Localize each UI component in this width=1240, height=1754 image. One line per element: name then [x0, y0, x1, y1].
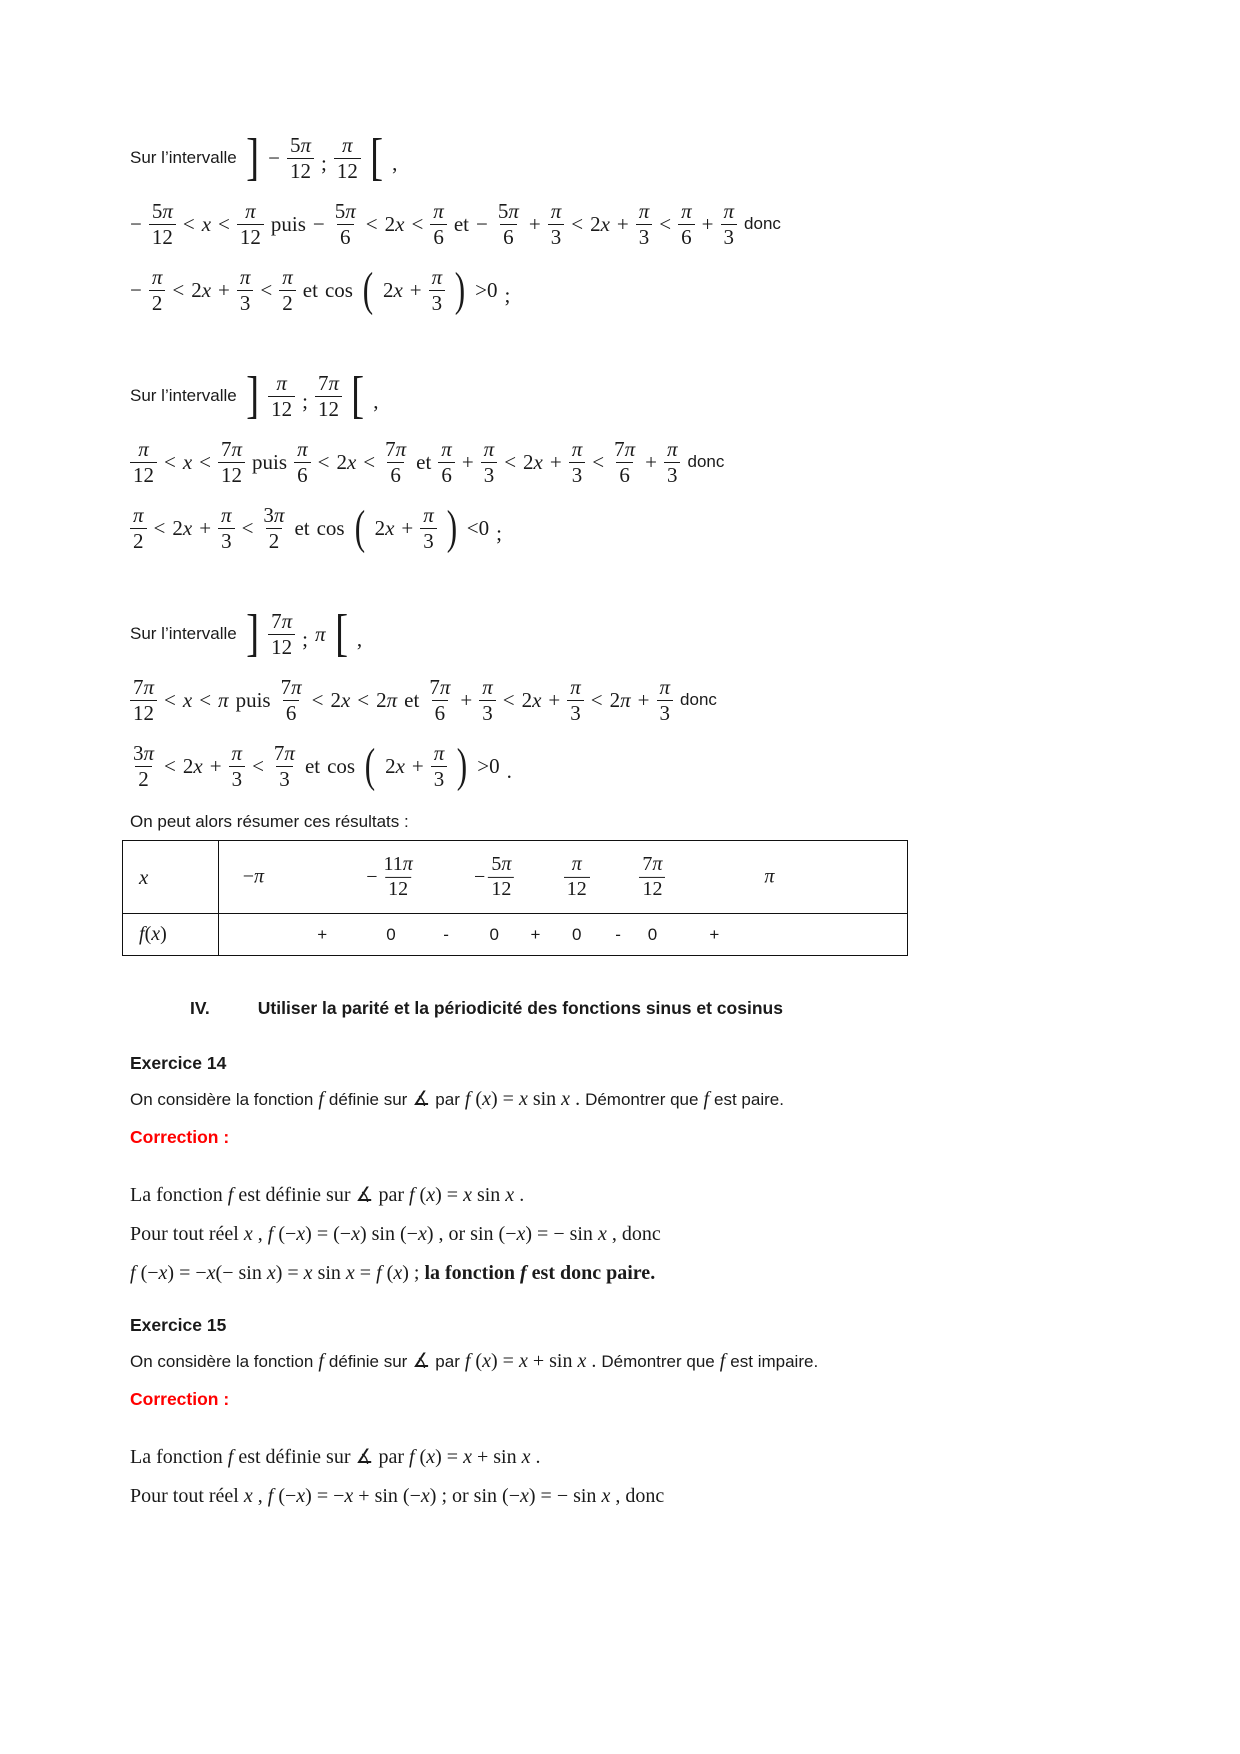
sign-cell: -: [443, 924, 449, 944]
sign-cell: +: [530, 924, 541, 944]
exercise-15-statement: On considère la fonction f définie sur ∡ par f ( x ) = x + sin x . Démontrer que f est impaire.: [130, 1350, 819, 1372]
interval-1-inequality: − $\frac{5\pi}{12}$ < x < $\frac{\pi}{12}$ puis − $\frac{5\pi}{6}$ < 2 x < $\frac{\pi}{6}$ et − $\frac{5\pi}{6}$ + $\frac{\pi}{3}$ < 2 x + $\frac{\pi}{3}$ < $\frac{\pi}{6}$ + $\frac{\pi}{3}$ donc: [130, 198, 781, 249]
exercise-14: [130, 1053, 1160, 1285]
exercise-15: [130, 1315, 1160, 1508]
sign-cell: +: [709, 924, 720, 944]
exercise-14-title: Exercice 14: [130, 1053, 227, 1073]
table-value: π: [764, 865, 775, 888]
table-value: $\frac{7\pi}{12}$: [639, 853, 665, 901]
sign-cell: 0: [647, 924, 658, 944]
section-heading: [190, 998, 1160, 1019]
exercise-14-statement: On considère la fonction f définie sur ∡ par f ( x ) = x sin x . Démontrer que f est paire.: [130, 1088, 784, 1110]
sign-table-signs: [219, 914, 907, 955]
sign-cell: 0: [386, 924, 396, 944]
table-value: − $\frac{5\pi}{12}$: [474, 853, 514, 901]
sign-cell: +: [317, 924, 328, 944]
table-value: − $\frac{11\pi}{12}$: [366, 852, 413, 900]
interval-3-title: Sur l’intervalle ] $\frac{7\pi}{12}$ ; π [ ,: [130, 605, 363, 663]
sign-table-header-values: [219, 841, 907, 913]
interval-block-1: [130, 128, 1160, 320]
table-value: − π: [242, 865, 265, 888]
interval-2-conclusion: $\frac{\pi}{2}$ < 2 x + $\frac{\pi}{3}$ < $\frac{3\pi}{2}$ et cos ( 2 x + $\frac{\pi}{3}$ ) < 0 ;: [130, 498, 1160, 558]
sign-table-sign-row: [123, 913, 907, 955]
interval-2-inequality: $\frac{\pi}{12}$ < x < $\frac{7\pi}{12}$ puis $\frac{\pi}{6}$ < 2 x < $\frac{7\pi}{6}$ et $\frac{\pi}{6}$ + $\frac{\pi}{3}$ < 2 x + $\frac{\pi}{3}$ < $\frac{7\pi}{6}$ + $\frac{\pi}{3}$ donc: [130, 432, 1160, 492]
exercise-14-correction-line: f ( − x ) = − x ( − sin x ) = x sin x = f ( x ) ; la fonction f est donc paire.: [130, 1262, 656, 1284]
interval-1-conclusion: − $\frac{\pi}{2}$ < 2 x + $\frac{\pi}{3}$ < $\frac{\pi}{2}$ et cos ( 2 x + $\frac{\pi}{3}$ ) > 0 ;: [130, 263, 511, 317]
interval-1-title: Sur l’intervalle ] − $\frac{5\pi}{12}$ ; $\frac{\pi}{12}$ [ ,: [130, 129, 398, 187]
interval-block-2: [130, 366, 1160, 558]
sign-cell: -: [615, 924, 621, 944]
exercise-14-correction-line: La fonction f est définie sur ∡ par f ( x ) = x sin x .: [130, 1184, 525, 1206]
interval-2-title: Sur l’intervalle ] $\frac{\pi}{12}$ ; $\frac{7\pi}{12}$ [ ,: [130, 367, 379, 425]
sign-table: [122, 840, 908, 956]
exercise-14-correction-line: Pour tout réel x , f ( − x ) = ( − x ) sin ( − x ) , or sin ( − x ) = − sin x , donc: [130, 1223, 661, 1245]
sign-table-header-row: [123, 841, 907, 913]
interval-block-3: [130, 604, 1160, 796]
section-title: Utiliser la parité et la périodicité des fonctions sinus et cosinus: [257, 998, 783, 1018]
interval-3-conclusion: $\frac{3\pi}{2}$ < 2 x + $\frac{\pi}{3}$ < $\frac{7\pi}{3}$ et cos ( 2 x + $\frac{\pi}{3}$ ) > 0 .: [133, 739, 512, 793]
summary-text: On peut alors résumer ces résultats :: [130, 812, 409, 831]
exercise-15-correction-line: La fonction f est définie sur ∡ par f ( x ) = x + sin x .: [130, 1446, 541, 1468]
interval-3-inequality: $\frac{7\pi}{12}$ < x < π puis $\frac{7\pi}{6}$ < 2 x < 2 π et $\frac{7\pi}{6}$ + $\frac{\pi}{3}$ < 2 x + $\frac{\pi}{3}$ < 2 π + $\frac{\pi}{3}$ donc: [130, 670, 1160, 730]
section-numeral: IV.: [190, 998, 210, 1018]
sign-cell: 0: [489, 924, 499, 944]
table-value: $\frac{\pi}{12}$: [564, 853, 590, 901]
sign-table-x-label: x: [123, 841, 219, 913]
exercise-15-correction-label: Correction :: [130, 1389, 230, 1409]
exercise-14-correction-label: Correction :: [130, 1127, 230, 1147]
sign-table-fx-label: f ( x ): [123, 914, 219, 955]
exercise-15-title: Exercice 15: [130, 1315, 227, 1335]
sign-cell: 0: [572, 924, 582, 944]
exercise-15-correction-line: Pour tout réel x , f ( − x ) = − x + sin ( − x ) ; or sin ( − x ) = − sin x , donc: [130, 1485, 665, 1507]
